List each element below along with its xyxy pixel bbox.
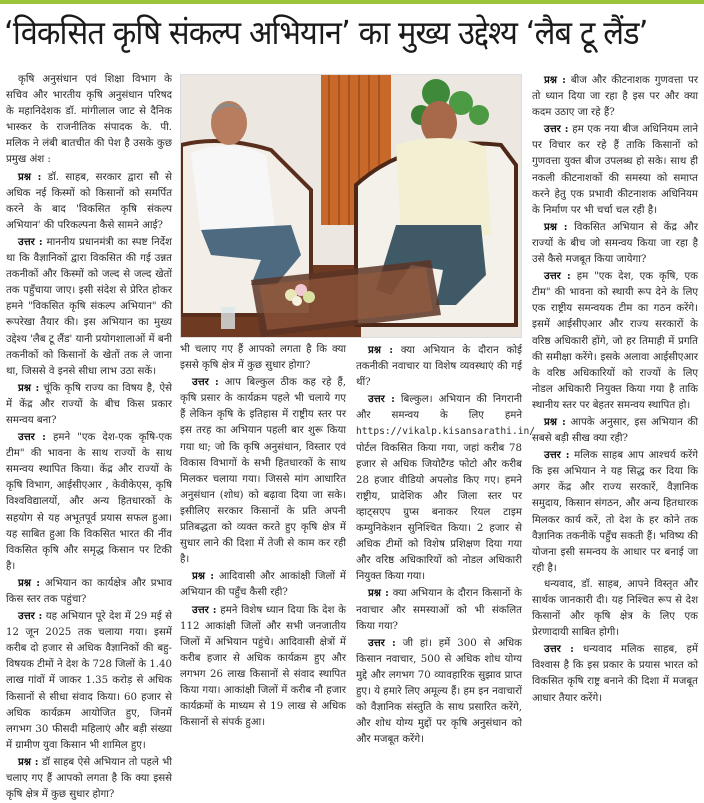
headline: ‘विकसित कृषि संकल्प अभियान’ का मुख्य उद्देश्य ‘लैब टू लैंड’ <box>4 13 648 52</box>
interview-photo <box>180 74 522 338</box>
answer-10: उत्तर : मलिक साहब आप आश्चर्य करेंगे कि इस अभियान ने यह सिद्ध कर दिया कि अगर केंद्र और राज्य सरकारें, वैज्ञानिक समुदाय, किसान संगठन, और अन्य हितधारक मिलकर कार्य करें, तो देश के हर कोने तक वैज्ञानिक तकनीकें पहुँच सकती हैं। भविष्य की योजना इसी समन्वय के आधार पर बनाई जा रही है। <box>532 449 698 574</box>
intro-paragraph: कृषि अनुसंधान एवं शिक्षा विभाग के सचिव और भारतीय कृषि अनुसंधान परिषद के महानिदेशक डॉ. मांगीलाल जाट से दैनिक भास्कर के राजनीतिक संपादक के. पी. मलिक ने लंबी बातचीत की पेश है उसके कुछ प्रमुख अंश : <box>6 74 172 166</box>
question-3: प्रश्न : अभियान का कार्यक्षेत्र और प्रभाव किस स्तर तक पहुंचा? <box>6 576 172 605</box>
question-5: प्रश्न : आदिवासी और आकांक्षी जिलों में अभियान की पहुँच कैसी रही? <box>180 570 346 599</box>
article-column-2 <box>180 342 346 731</box>
answer-5: उत्तर : हमने विशेष ध्यान दिया कि देश के 112 आकांक्षी जिलों और सभी जनजातीय जिलों में अभियान पहुंचे। आदिवासी क्षेत्रों में करीब हजार से अधिक कार्यक्रम हुए और लगभग 26 लाख किसानों से संवाद स्थापित किया गया। आकांक्षी जिलों में करीब नौ हजार कार्यक्रमों के माध्यम से 19 लाख से अधिक किसानों से संपर्क हुआ। <box>180 603 346 729</box>
article-column-3 <box>356 342 536 748</box>
portal-url: https://vikalp.kisansarathi.in/ <box>356 426 536 438</box>
answer-4: उत्तर : आप बिल्कुल ठीक कह रहे हैं, कृषि प्रसार के कार्यक्रम पहले भी चलाये गए हैं लेकिन कृषि के इतिहास में राष्ट्रीय स्तर पर इस तरह का अभियान पहली बार शुरू किया गया था; जो कि कृषि अनुसंधान, विस्तार एवं विकास विभागों के सभी हितधारकों के साथ मिलकर चलाया गया। जिससे मांग आधारित अनुसंधान (शोध) को बढ़ावा दिया जा सके। इसीलिए सरकार किसानों के प्रति अपनी प्रतिबद्धता को व्यक्त करते हुए कृषि क्षेत्र में सुधार लाने की दिशा में तेजी से काम कर रही है। <box>180 376 346 566</box>
interview-photo-illustration <box>181 75 521 337</box>
question-2: प्रश्न : चूंकि कृषि राज्य का विषय है, ऐसे में केंद्र और राज्यों के बीच किस प्रकार समन्वय बना? <box>6 381 172 426</box>
answer-7: उत्तर : जी हां। हमें 300 से अधिक किसान नवाचार, 500 से अधिक शोध योग्य मुद्दे और लगभग 70 व्यावहारिक सुझाव प्राप्त हुए। ये हमारे लिए अमूल्य हैं। हम इन नवाचारों को वैज्ञानिक संस्तुति के साथ प्रसारित करेंगे, और शोध योग्य मुद्दों पर कृषि अनुसंधान को और मजबूत करेंगे। <box>356 636 522 746</box>
answer-label: उत्तर : <box>18 235 43 248</box>
closing-remark: धन्यवाद, डॉ. साहब, आपने विस्तृत और सार्थक जानकारी दी। यह निश्चित रूप से देश किसानों और कृषि क्षेत्र के लिए एक प्रेरणादायी साबित होगी। <box>532 578 698 639</box>
answer-8: उत्तर : हम एक नया बीज अधिनियम लाने पर विचार कर रहे हैं ताकि किसानों को गुणवत्ता युक्त बीज उपलब्ध हो सके। साथ ही नकली कीटनाशकों की समस्या को समाप्त करने हेतु एक प्रभावी कीटनाशक अधिनियम के निर्माण पर भी चर्चा चल रही है। <box>532 123 698 216</box>
answer-6: उत्तर : बिल्कुल। अभियान की निगरानी और समन्वय के लिए हमने https://vikalp.kisansarathi.in/ पोर्टल विकसित किया गया, जहां करीब 78 हजार से अधिक जियोटैग्ड फोटो और करीब 28 हजार वीडियो अपलोड किए गए। हमने राष्ट्रीय, प्रादेशिक और जिला स्तर पर व्हाट्सएप ग्रुप्स बनाकर रियल टाइम कम्युनिकेशन सुनिश्चित किया। 2 हजार से अधिक टीमों को विशेष प्रशिक्षण दिया गया और वरिष्ठ अधिकारियों को नोडल अधिकारी नियुक्त किया गया। <box>356 393 536 583</box>
question-4-continued: भी चलाए गए हैं आपको लगता है कि क्या इससे कृषि क्षेत्र में कुछ सुधार होगा? <box>180 344 346 372</box>
question-4: प्रश्न : डॉ साहब ऐसे अभियान तो पहले भी चलाए गए हैं आपको लगता है कि क्या इससे कृषि क्षेत्र में कुछ सुधार होगा? <box>6 755 172 801</box>
answer-2: उत्तर : हमने "एक देश-एक कृषि-एक टीम" की भावना के साथ राज्यों के साथ समन्वय स्थापित किया। केंद्र और राज्यों के कृषि विभाग, आईसीएआर , केवीकेएस, कृषि विश्वविद्यालयों, और अन्य हितधारकों के सहयोग से यह अभूतपूर्व प्रयास सफल हुआ। यह साबित हुआ कि विकसित भारत की नींव विकसित कृषि और समृद्ध किसान पर टिकी है। <box>6 431 172 572</box>
final-answer: उत्तर : धन्यवाद मलिक साहब, हमें विश्वास है कि इस प्रकार के प्रयास भारत को विकसित कृषि राष्ट्र बनाने की दिशा में मजबूत आधार तैयार करेंगे। <box>532 643 698 704</box>
question-9: प्रश्न : विकसित अभियान से केंद्र और राज्यों के बीच जो समन्वय किया जा रहा है उसे कैसे मजबूत किया जायेगा? <box>532 220 698 266</box>
answer-9: उत्तर : हम "एक देश, एक कृषि, एक टीम" की भावना को स्थायी रूप देने के लिए एक राष्ट्रीय समन्वयक टीम का गठन करेंगे। इसमें आईसीएआर और राज्य सरकारों के वरिष्ठ अधिकारी होंगे, जो हर तिमाही में प्रगति की समीक्षा करेंगे। इसके अलावा आईसीएआर के वरिष्ठ अधिकारियों को राज्यों के लिए नोडल अधिकारी नियुक्त किया गया है ताकि स्थानीय स्तर पर बेहतर समन्वय स्थापित हो। <box>532 270 698 411</box>
accent-bar <box>0 0 704 4</box>
article-column-4 <box>532 72 698 707</box>
answer-1: उत्तर : माननीय प्रधानमंत्री का स्पष्ट निर्देश था कि वैज्ञानिकों द्वारा विकसित की गई उन्नत तकनीकों और किस्मों को जल्द से जल्द खेतों तक पहुँचाया जाए। इसी संदेश से प्रेरित होकर हमने "विकसित कृषि संकल्प अभियान" की रूपरेखा तैयार की। इस अभियान का मुख्य उद्देश्य 'लैब टू लैंड' यानी प्रयोगशालाओं में बनी तकनीकों को किसानों के खेतों तक ले जाना था, जिससे वे इनसे सीधा लाभ उठा सकें। <box>6 235 172 377</box>
question-10: प्रश्न : आपके अनुसार, इस अभियान की सबसे बड़ी सीख क्या रही? <box>532 415 698 445</box>
question-6: प्रश्न : क्या अभियान के दौरान कोई तकनीकी नवाचार या विशेष व्यवस्थाएं की गई थीं? <box>356 344 522 389</box>
question-label: प्रश्न : <box>18 170 42 183</box>
question-7: प्रश्न : क्या अभियान के दौरान किसानों के नवाचार और समस्याओं को भी संकलित किया गया? <box>356 587 522 632</box>
question-1: प्रश्न : डॉ. साहब, सरकार द्वारा सौ से अधिक नई किस्मों को किसानों को समर्पित करने के बाद 'विकसित कृषि संकल्प अभियान' की परिकल्पना कैसे सामने आई? <box>6 170 173 231</box>
question-8: प्रश्न : बीज और कीटनाशक गुणवत्ता पर तो ध्यान दिया जा रहा है इस पर और क्या कदम उठाए जा रहे हैं? <box>532 74 698 119</box>
article-column-1 <box>6 72 172 803</box>
answer-3: उत्तर : यह अभियान पूरे देश में 29 मई से 12 जून 2025 तक चलाया गया। इसमें करीब दो हजार से अधिक वैज्ञानिकों की बहु-विषयक टीमों ने देश के 728 जिलों के 1.40 लाख गांवों में जाकर 1.35 करोड़ से अधिक किसानों से सीधा संवाद किया। 60 हजार से अधिक कार्यक्रम आयोजित हुए, जिनमें लगभग 30 फीसदी महिलाएं और बड़ी संख्या में ग्रामीण युवा किसान भी शामिल हुए। <box>6 610 172 751</box>
